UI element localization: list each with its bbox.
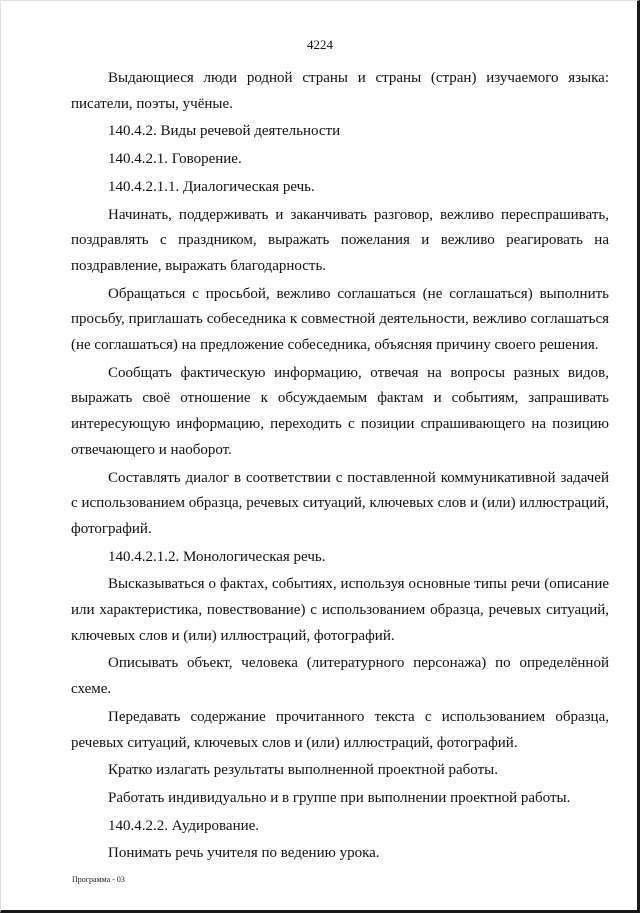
paragraph-summarize-project: Кратко излагать результаты выполненной проектной работы.	[108, 762, 498, 779]
heading-speech-activity-types: 140.4.2. Виды речевой деятельности	[108, 123, 341, 140]
heading-dialogue-speech: 140.4.2.1.1. Диалогическая речь.	[108, 178, 315, 195]
heading-monologue-speech: 140.4.2.1.2. Монологическая речь.	[108, 548, 326, 565]
paragraph-requests: Обращаться с просьбой, вежливо соглашаться (не соглашаться) выполнить просьбу, приглашать собеседника к совместной деятельности, вежливо соглашаться (не соглашаться) на предложение собеседника, объясняя причину своего решения.	[71, 285, 609, 354]
paragraph-factual-info: Сообщать фактическую информацию, отвечая на вопросы разных видов, выражать своё отношение к обсуждаемым фактам и событиям, запрашивать интересующую информацию, переходить с позиции спрашивающего на позицию отвечающего и наоборот.	[71, 364, 609, 458]
heading-speaking: 140.4.2.1. Говорение.	[108, 151, 242, 168]
document-body	[71, 66, 609, 869]
paragraph-work-individually: Работать индивидуально и в группе при выполнении проектной работы.	[108, 789, 571, 806]
page-number: 4224	[307, 37, 333, 52]
paragraph-understand-teacher: Понимать речь учителя по ведению урока.	[108, 845, 380, 862]
paragraph-notable-people: Выдающиеся люди родной страны и страны (стран) изучаемого языка: писатели, поэты, учёные.	[71, 70, 609, 112]
paragraph-retell-text: Передавать содержание прочитанного текста с использованием образца, речевых ситуаций, ключевых слов и (или) иллюстраций, фотографий.	[71, 708, 609, 751]
paragraph-compose-dialogue: Составлять диалог в соответствии с поставленной коммуникативной задачей с использованием образца, речевых ситуаций, ключевых слов и (или) иллюстраций, фотографий.	[71, 469, 609, 537]
paragraph-speak-about-facts: Высказываться о фактах, событиях, используя основные типы речи (описание или характеристика, повествование) с использованием образца, речевых ситуаций, ключевых слов и (или) иллюстраций, фотографий.	[71, 576, 609, 644]
footer-program-label: Программа - 03	[72, 875, 125, 884]
paragraph-conversation: Начинать, поддерживать и заканчивать разговор, вежливо переспрашивать, поздравлять с праздником, выражать пожелания и вежливо реагировать на поздравление, выражать благодарность.	[71, 206, 609, 274]
paragraph-describe-object: Описывать объект, человека (литературного персонажа) по определённой схеме.	[71, 655, 609, 698]
heading-listening: 140.4.2.2. Аудирование.	[108, 817, 260, 834]
